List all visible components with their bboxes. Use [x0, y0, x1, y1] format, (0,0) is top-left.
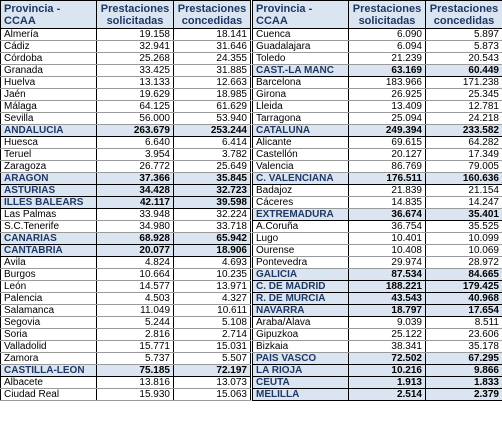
header-solicitadas: Prestaciones solicitadas	[349, 1, 426, 29]
header-provincia: Provincia - CCAA	[253, 1, 349, 29]
solicitadas-cell: 4.503	[97, 293, 174, 305]
solicitadas-cell: 68.928	[97, 233, 174, 245]
table-row	[253, 77, 502, 89]
solicitadas-cell: 26.925	[349, 89, 426, 101]
concedidas-cell: 23.606	[426, 329, 502, 341]
concedidas-cell: 4.693	[174, 257, 251, 269]
concedidas-cell: 5.507	[174, 353, 251, 365]
total-row	[253, 281, 502, 293]
province-cell: Guadalajara	[253, 41, 349, 53]
solicitadas-cell: 19.629	[97, 89, 174, 101]
concedidas-cell: 25.649	[174, 161, 251, 173]
concedidas-cell: 10.611	[174, 305, 251, 317]
table-row	[253, 29, 502, 41]
total-row	[1, 173, 251, 185]
table-row	[253, 245, 502, 257]
concedidas-cell: 31.646	[174, 41, 251, 53]
province-cell: Málaga	[1, 101, 97, 113]
province-cell: Gipuzkoa	[253, 329, 349, 341]
solicitadas-cell: 43.543	[349, 293, 426, 305]
table-row	[253, 317, 502, 329]
province-cell: Huelva	[1, 77, 97, 89]
solicitadas-cell: 3.954	[97, 149, 174, 161]
concedidas-cell: 35.401	[426, 209, 502, 221]
concedidas-cell: 28.972	[426, 257, 502, 269]
table-row	[253, 185, 502, 197]
concedidas-cell: 12.781	[426, 101, 502, 113]
province-cell: EXTREMADURA	[253, 209, 349, 221]
table-row	[1, 269, 251, 281]
concedidas-cell: 18.906	[174, 245, 251, 257]
province-cell: Burgos	[1, 269, 97, 281]
concedidas-cell: 39.598	[174, 197, 251, 209]
concedidas-cell: 84.665	[426, 269, 502, 281]
concedidas-cell: 32.224	[174, 209, 251, 221]
solicitadas-cell: 32.941	[97, 41, 174, 53]
concedidas-cell: 171.238	[426, 77, 502, 89]
concedidas-cell: 2.379	[426, 389, 502, 401]
concedidas-cell: 72.197	[174, 365, 251, 377]
solicitadas-cell: 4.824	[97, 257, 174, 269]
solicitadas-cell: 86.769	[349, 161, 426, 173]
solicitadas-cell: 176.511	[349, 173, 426, 185]
concedidas-cell: 160.636	[426, 173, 502, 185]
concedidas-cell: 61.629	[174, 101, 251, 113]
solicitadas-cell: 72.502	[349, 353, 426, 365]
province-cell: Barcelona	[253, 77, 349, 89]
concedidas-cell: 65.942	[174, 233, 251, 245]
solicitadas-cell: 13.133	[97, 77, 174, 89]
solicitadas-cell: 20.077	[97, 245, 174, 257]
concedidas-cell: 79.005	[426, 161, 502, 173]
table-row	[1, 389, 251, 401]
solicitadas-cell: 14.577	[97, 281, 174, 293]
province-cell: Huesca	[1, 137, 97, 149]
concedidas-cell: 25.345	[426, 89, 502, 101]
province-cell: Alicante	[253, 137, 349, 149]
concedidas-cell: 35.178	[426, 341, 502, 353]
concedidas-cell: 40.968	[426, 293, 502, 305]
province-cell: Córdoba	[1, 53, 97, 65]
solicitadas-cell: 87.534	[349, 269, 426, 281]
table-row	[253, 257, 502, 269]
province-cell: CANARIAS	[1, 233, 97, 245]
total-row	[253, 209, 502, 221]
solicitadas-cell: 13.816	[97, 377, 174, 389]
total-row	[253, 293, 502, 305]
solicitadas-cell: 36.754	[349, 221, 426, 233]
table-row	[1, 377, 251, 389]
concedidas-cell: 35.845	[174, 173, 251, 185]
table-row	[253, 161, 502, 173]
concedidas-cell: 64.282	[426, 137, 502, 149]
solicitadas-cell: 42.117	[97, 197, 174, 209]
concedidas-cell: 31.885	[174, 65, 251, 77]
province-cell: Cuenca	[253, 29, 349, 41]
solicitadas-cell: 36.674	[349, 209, 426, 221]
concedidas-cell: 4.327	[174, 293, 251, 305]
concedidas-cell: 20.543	[426, 53, 502, 65]
table-row	[253, 197, 502, 209]
solicitadas-cell: 19.158	[97, 29, 174, 41]
table-row	[253, 137, 502, 149]
concedidas-cell: 14.247	[426, 197, 502, 209]
solicitadas-cell: 25.122	[349, 329, 426, 341]
solicitadas-cell: 26.772	[97, 161, 174, 173]
header-solicitadas: Prestaciones solicitadas	[97, 1, 174, 29]
concedidas-cell: 5.873	[426, 41, 502, 53]
concedidas-cell: 15.031	[174, 341, 251, 353]
table-row	[253, 221, 502, 233]
table-row	[1, 149, 251, 161]
province-cell: Zaragoza	[1, 161, 97, 173]
solicitadas-cell: 11.049	[97, 305, 174, 317]
concedidas-cell: 67.295	[426, 353, 502, 365]
header-row	[253, 1, 502, 29]
province-cell: CASTILLA-LEÓN	[1, 365, 97, 377]
table-row	[1, 41, 251, 53]
province-cell: CAST.-LA MANC	[253, 65, 349, 77]
province-cell: Jaén	[1, 89, 97, 101]
table-row	[1, 113, 251, 125]
province-cell: Palencia	[1, 293, 97, 305]
province-cell: Soria	[1, 329, 97, 341]
concedidas-cell: 233.582	[426, 125, 502, 137]
concedidas-cell: 32.723	[174, 185, 251, 197]
solicitadas-cell: 56.000	[97, 113, 174, 125]
total-row	[1, 365, 251, 377]
table-row	[253, 101, 502, 113]
province-cell: Segovia	[1, 317, 97, 329]
total-row	[253, 173, 502, 185]
province-cell: Zamora	[1, 353, 97, 365]
province-cell: A.Coruña	[253, 221, 349, 233]
province-cell: Valencia	[253, 161, 349, 173]
table-row	[1, 317, 251, 329]
table-row	[1, 29, 251, 41]
solicitadas-cell: 2.816	[97, 329, 174, 341]
province-cell: S.C.Tenerife	[1, 221, 97, 233]
solicitadas-cell: 249.394	[349, 125, 426, 137]
concedidas-cell: 15.063	[174, 389, 251, 401]
province-cell: Ávila	[1, 257, 97, 269]
header-concedidas: Prestaciones concedidas	[174, 1, 251, 29]
total-row	[1, 197, 251, 209]
solicitadas-cell: 2.514	[349, 389, 426, 401]
province-cell: Sevilla	[1, 113, 97, 125]
solicitadas-cell: 64.125	[97, 101, 174, 113]
solicitadas-cell: 15.771	[97, 341, 174, 353]
table-row	[253, 149, 502, 161]
province-cell: Almería	[1, 29, 97, 41]
table-row	[1, 137, 251, 149]
province-cell: ANDALUCÍA	[1, 125, 97, 137]
solicitadas-cell: 10.664	[97, 269, 174, 281]
solicitadas-cell: 38.341	[349, 341, 426, 353]
solicitadas-cell: 33.948	[97, 209, 174, 221]
right-table	[252, 0, 502, 401]
province-cell: Castellón	[253, 149, 349, 161]
province-cell: LA RIOJA	[253, 365, 349, 377]
solicitadas-cell: 69.615	[349, 137, 426, 149]
right-table-body	[253, 29, 502, 401]
solicitadas-cell: 6.640	[97, 137, 174, 149]
total-row	[253, 353, 502, 365]
solicitadas-cell: 6.094	[349, 41, 426, 53]
solicitadas-cell: 14.835	[349, 197, 426, 209]
concedidas-cell: 1.833	[426, 377, 502, 389]
table-row	[253, 89, 502, 101]
table-row	[1, 77, 251, 89]
solicitadas-cell: 10.401	[349, 233, 426, 245]
total-row	[253, 125, 502, 137]
table-row	[1, 101, 251, 113]
solicitadas-cell: 263.679	[97, 125, 174, 137]
solicitadas-cell: 21.239	[349, 53, 426, 65]
total-row	[253, 377, 502, 389]
solicitadas-cell: 10.408	[349, 245, 426, 257]
solicitadas-cell: 29.974	[349, 257, 426, 269]
total-row	[1, 233, 251, 245]
province-cell: PAÍS VASCO	[253, 353, 349, 365]
concedidas-cell: 53.940	[174, 113, 251, 125]
solicitadas-cell: 25.094	[349, 113, 426, 125]
left-table	[0, 0, 251, 401]
province-cell: ASTURIAS	[1, 185, 97, 197]
solicitadas-cell: 34.428	[97, 185, 174, 197]
solicitadas-cell: 33.425	[97, 65, 174, 77]
table-row	[253, 341, 502, 353]
solicitadas-cell: 10.216	[349, 365, 426, 377]
solicitadas-cell: 34.980	[97, 221, 174, 233]
concedidas-cell: 18.985	[174, 89, 251, 101]
left-table-body	[1, 29, 251, 401]
concedidas-cell: 10.069	[426, 245, 502, 257]
province-cell: Pontevedra	[253, 257, 349, 269]
solicitadas-cell: 1.913	[349, 377, 426, 389]
concedidas-cell: 33.718	[174, 221, 251, 233]
concedidas-cell: 13.971	[174, 281, 251, 293]
province-cell: Toledo	[253, 53, 349, 65]
province-cell: C. DE MADRID	[253, 281, 349, 293]
concedidas-cell: 253.244	[174, 125, 251, 137]
solicitadas-cell: 5.737	[97, 353, 174, 365]
total-row	[253, 269, 502, 281]
concedidas-cell: 179.425	[426, 281, 502, 293]
province-cell: GALICIA	[253, 269, 349, 281]
total-row	[253, 389, 502, 401]
solicitadas-cell: 18.797	[349, 305, 426, 317]
province-cell: Valladolid	[1, 341, 97, 353]
concedidas-cell: 9.866	[426, 365, 502, 377]
concedidas-cell: 21.154	[426, 185, 502, 197]
header-concedidas: Prestaciones concedidas	[426, 1, 502, 29]
solicitadas-cell: 15.930	[97, 389, 174, 401]
province-cell: Araba/Álava	[253, 317, 349, 329]
solicitadas-cell: 37.366	[97, 173, 174, 185]
table-row	[253, 53, 502, 65]
province-cell: Tarragona	[253, 113, 349, 125]
table-row	[1, 65, 251, 77]
solicitadas-cell: 21.839	[349, 185, 426, 197]
total-row	[253, 305, 502, 317]
table-row	[1, 161, 251, 173]
province-cell: CANTABRIA	[1, 245, 97, 257]
solicitadas-cell: 20.127	[349, 149, 426, 161]
concedidas-cell: 17.654	[426, 305, 502, 317]
province-cell: ARAGÓN	[1, 173, 97, 185]
concedidas-cell: 18.141	[174, 29, 251, 41]
table-row	[253, 233, 502, 245]
total-row	[253, 65, 502, 77]
concedidas-cell: 5.897	[426, 29, 502, 41]
table-row	[1, 53, 251, 65]
table-row	[1, 341, 251, 353]
table-row	[1, 305, 251, 317]
province-cell: NAVARRA	[253, 305, 349, 317]
province-cell: Teruel	[1, 149, 97, 161]
concedidas-cell: 3.782	[174, 149, 251, 161]
province-cell: Albacete	[1, 377, 97, 389]
province-cell: Ourense	[253, 245, 349, 257]
header-provincia: Provincia - CCAA	[1, 1, 97, 29]
province-cell: CEUTA	[253, 377, 349, 389]
concedidas-cell: 60.449	[426, 65, 502, 77]
province-cell: C. VALENCIANA	[253, 173, 349, 185]
solicitadas-cell: 13.409	[349, 101, 426, 113]
province-cell: Badajoz	[253, 185, 349, 197]
province-cell: Cáceres	[253, 197, 349, 209]
province-cell: ILLES BALEARS	[1, 197, 97, 209]
province-cell: Girona	[253, 89, 349, 101]
solicitadas-cell: 63.169	[349, 65, 426, 77]
table-row	[1, 281, 251, 293]
solicitadas-cell: 75.185	[97, 365, 174, 377]
table-row	[253, 41, 502, 53]
concedidas-cell: 12.663	[174, 77, 251, 89]
solicitadas-cell: 183.966	[349, 77, 426, 89]
concedidas-cell: 8.511	[426, 317, 502, 329]
table-row	[1, 209, 251, 221]
solicitadas-cell: 9.039	[349, 317, 426, 329]
table-row	[1, 353, 251, 365]
province-cell: CATALUÑA	[253, 125, 349, 137]
province-cell: MELILLA	[253, 389, 349, 401]
solicitadas-cell: 5.244	[97, 317, 174, 329]
province-cell: Ciudad Real	[1, 389, 97, 401]
province-cell: Salamanca	[1, 305, 97, 317]
concedidas-cell: 24.218	[426, 113, 502, 125]
solicitadas-cell: 188.221	[349, 281, 426, 293]
province-cell: Lleida	[253, 101, 349, 113]
total-row	[1, 185, 251, 197]
concedidas-cell: 10.099	[426, 233, 502, 245]
table-row	[1, 257, 251, 269]
table-row	[1, 221, 251, 233]
total-row	[1, 245, 251, 257]
concedidas-cell: 10.235	[174, 269, 251, 281]
solicitadas-cell: 25.268	[97, 53, 174, 65]
concedidas-cell: 13.073	[174, 377, 251, 389]
concedidas-cell: 6.414	[174, 137, 251, 149]
concedidas-cell: 35.525	[426, 221, 502, 233]
province-cell: Las Palmas	[1, 209, 97, 221]
table-row	[1, 329, 251, 341]
province-cell: Cádiz	[1, 41, 97, 53]
header-row	[1, 1, 251, 29]
concedidas-cell: 24.355	[174, 53, 251, 65]
table-row	[253, 113, 502, 125]
province-cell: Lugo	[253, 233, 349, 245]
total-row	[253, 365, 502, 377]
table-row	[253, 329, 502, 341]
province-cell: Granada	[1, 65, 97, 77]
province-cell: R. DE MURCIA	[253, 293, 349, 305]
concedidas-cell: 2.714	[174, 329, 251, 341]
table-row	[1, 89, 251, 101]
table-row	[1, 293, 251, 305]
province-cell: León	[1, 281, 97, 293]
solicitadas-cell: 6.090	[349, 29, 426, 41]
concedidas-cell: 5.108	[174, 317, 251, 329]
total-row	[1, 125, 251, 137]
concedidas-cell: 17.349	[426, 149, 502, 161]
province-cell: Bizkaia	[253, 341, 349, 353]
